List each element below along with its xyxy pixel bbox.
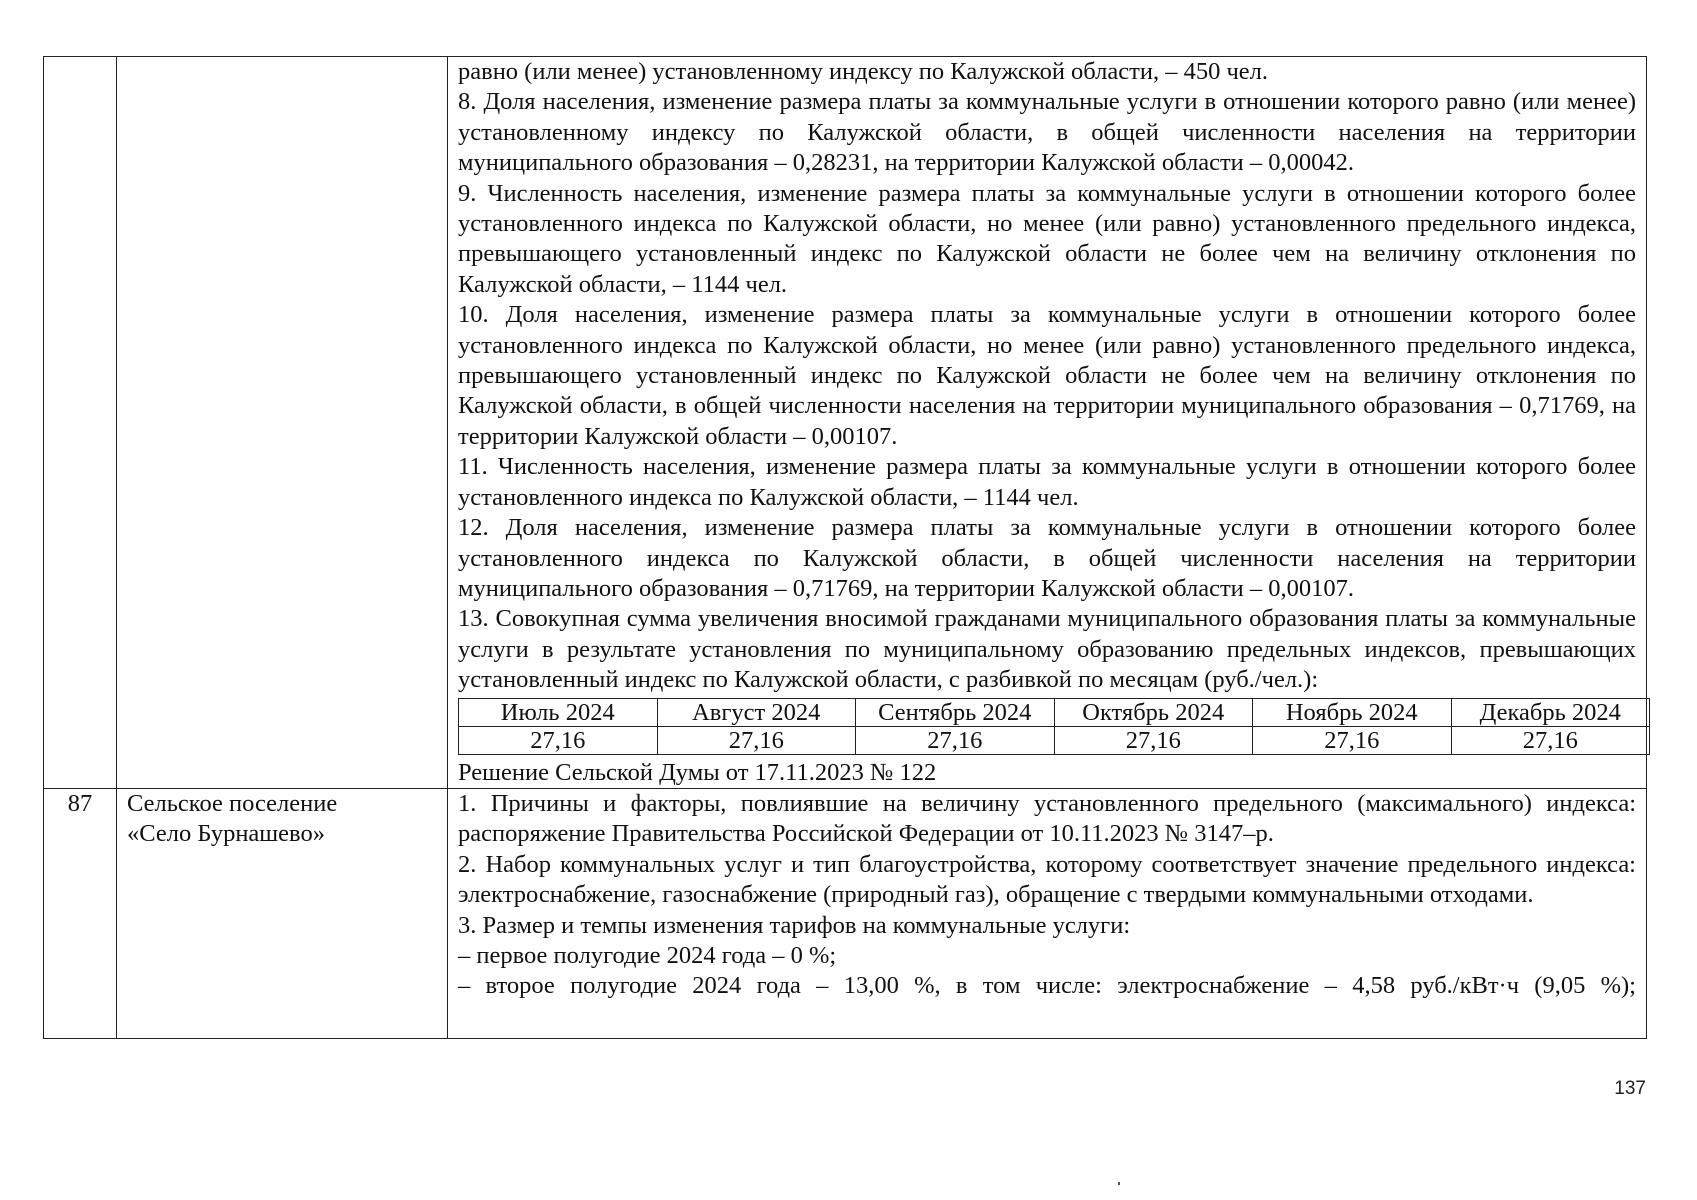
description-cell [448,57,1647,789]
paragraph: 10. Доля населения, изменение размера платы за коммунальные услуги в отношении которого более установленного индекса по Калужской области, но менее (или равно) установленного предельного индекса, превышающего установленный индекс по Калужской области не более чем на величину отклонения по Калужской области, в общей численности населения на территории муниципального образования – 0,71769, на территории Калужской области – 0,00107. [458,301,1636,450]
month-header: Ноябрь 2024 [1253,698,1452,726]
decision-reference: Решение Сельской Думы от 17.11.2023 № 122 [458,758,937,786]
paragraph: 11. Численность населения, изменение размера платы за коммунальные услуги в отношении которого более установленного индекса по Калужской области, – 1144 чел. [458,453,1636,511]
month-header: Декабрь 2024 [1451,698,1650,726]
paragraph: 1. Причины и факторы, повлиявшие на величину установленного предельного (максимального) индекса: распоряжение Правительства Российской Федерации от 10.11.2023 № 3147–р. [458,789,1636,848]
paragraph: 3. Размер и темпы изменения тарифов на коммунальные услуги: [458,911,1131,939]
municipality-name-cell [117,788,448,1038]
index-table [43,56,1647,1039]
month-value: 27,16 [856,726,1055,754]
row-number-cell [44,57,117,789]
month-value: 27,16 [1054,726,1253,754]
municipality-name-line: Сельское поселение [127,789,338,817]
month-header: Июль 2024 [459,698,658,726]
month-value: 27,16 [1253,726,1452,754]
month-value: 27,16 [657,726,856,754]
month-header: Сентябрь 2024 [856,698,1055,726]
table-row [44,788,1647,1038]
municipality-name-line: «Село Бурнашево» [127,820,325,848]
municipality-name-cell [117,57,448,789]
month-value: 27,16 [1451,726,1650,754]
monthly-increase-table [458,698,1650,755]
month-header: Октябрь 2024 [1054,698,1253,726]
paragraph: 13. Совокупная сумма увеличения вносимой гражданами муниципального образования платы за коммунальные услуги в результате установления по муниципальному образованию предельных индексов, превышающих установленный индекс по Калужской области, с разбивкой по месяцам (руб./чел.): [458,605,1636,694]
row-number-cell: 87 [44,788,117,1038]
scan-speck [1118,1182,1120,1185]
month-value-row [459,726,1650,754]
description-cell [448,788,1647,1038]
paragraph: – первое полугодие 2024 года – 0 %; [458,941,837,969]
month-value: 27,16 [459,726,658,754]
paragraph: 2. Набор коммунальных услуг и тип благоустройства, которому соответствует значение предельного индекса: электроснабжение, газоснабжение (природный газ), обращение с твердыми коммунальными отходами. [458,850,1636,909]
table-row [44,57,1647,789]
paragraph: 12. Доля населения, изменение размера платы за коммунальные услуги в отношении которого более установленного индекса по Калужской области, в общей численности населения на территории муниципального образования – 0,71769, на территории Калужской области – 0,00107. [458,514,1636,602]
paragraph: 8. Доля населения, изменение размера платы за коммунальные услуги в отношении которого равно (или менее) установленному индексу по Калужской области, в общей численности населения на территории муниципального образования – 0,28231, на территории Калужской области – 0,00042. [458,88,1636,177]
paragraph: равно (или менее) установленному индексу по Калужской области, – 450 чел. [458,58,1269,85]
paragraph: – второе полугодие 2024 года – 13,00 %, в том числе: электроснабжение – 4,58 руб./кВт·ч (9,05 %); [458,972,1636,1000]
paragraph: 9. Численность населения, изменение размера платы за коммунальные услуги в отношении которого более установленного индекса по Калужской области, но менее (или равно) установленного предельного индекса, превышающего установленный индекс по Калужской области не более чем на величину отклонения по Калужской области, – 1144 чел. [458,179,1636,298]
month-header: Август 2024 [657,698,856,726]
month-header-row [459,698,1650,726]
page-number: 137 [1614,1078,1646,1099]
